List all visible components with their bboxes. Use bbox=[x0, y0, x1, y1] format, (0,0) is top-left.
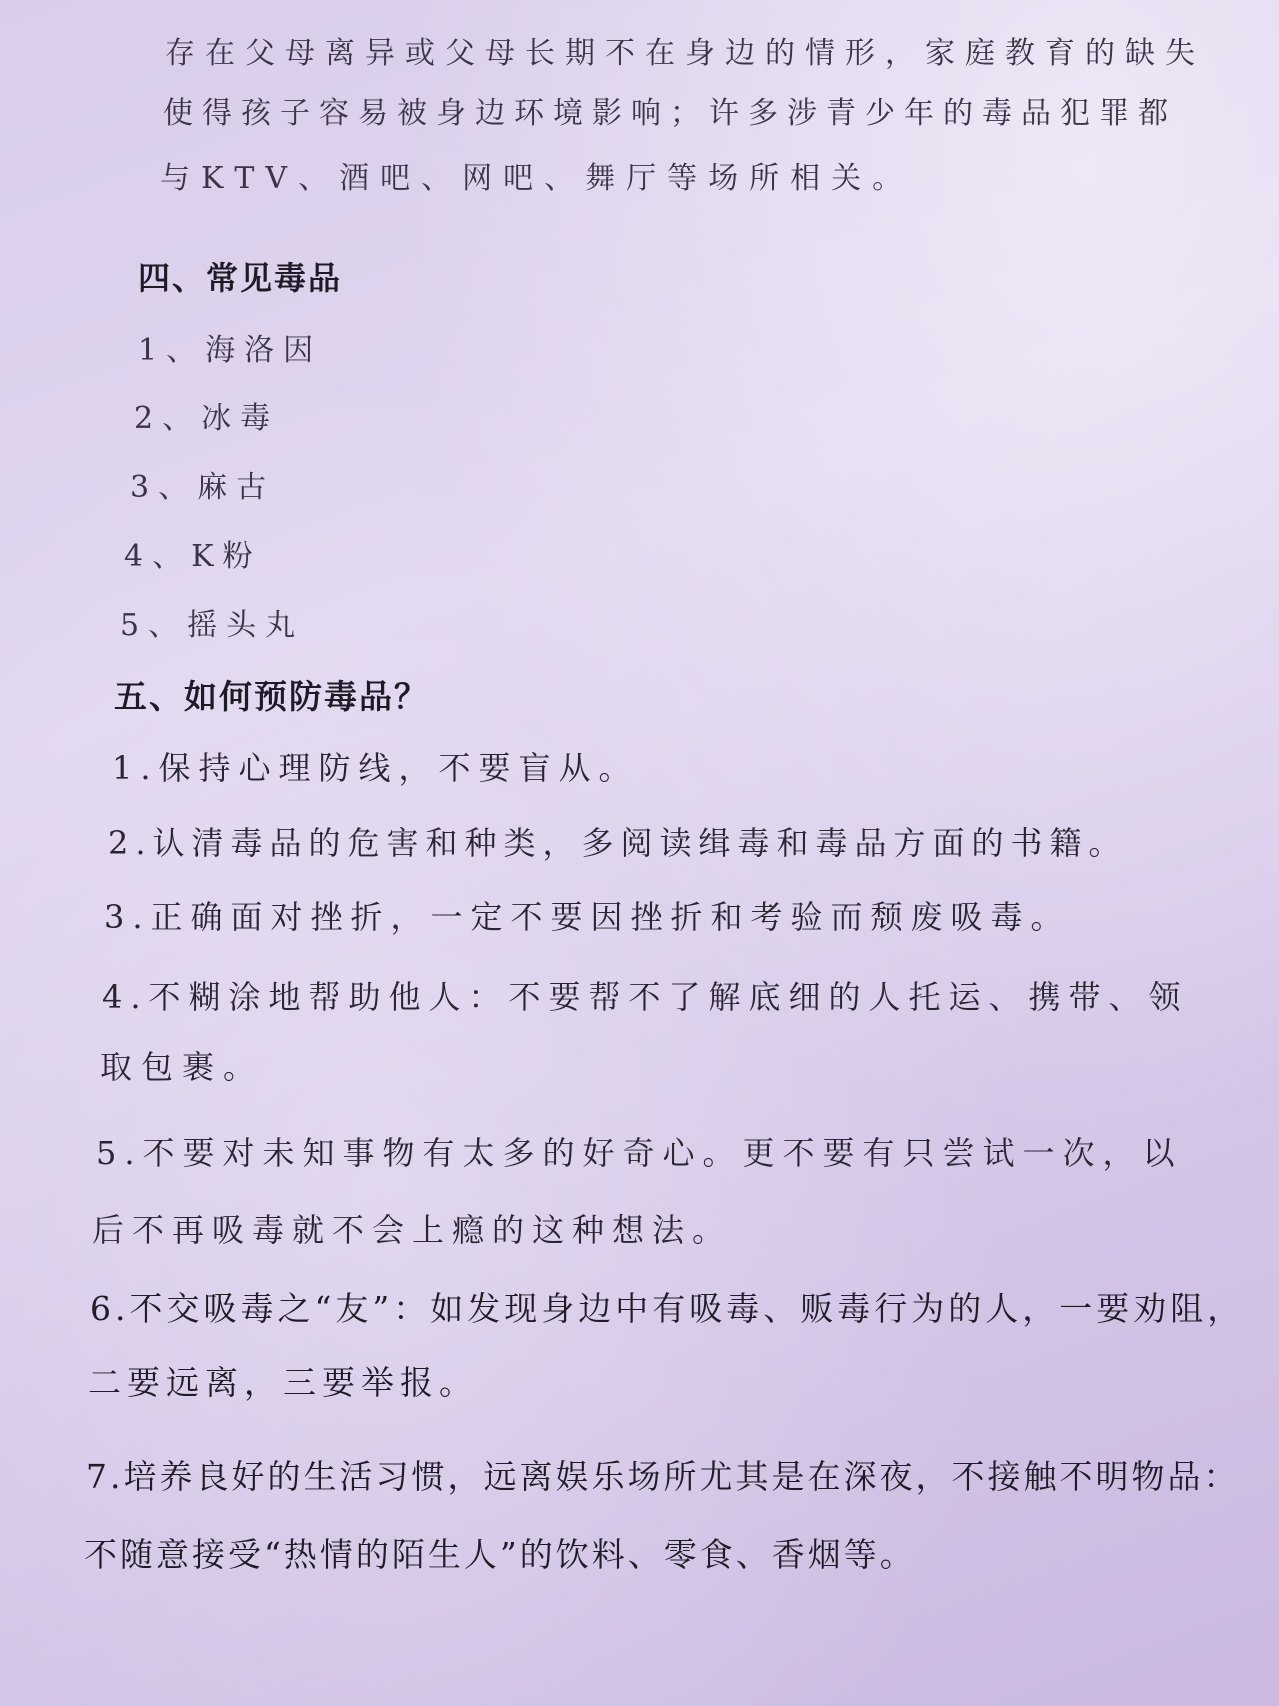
intro-line: 与KTV、酒吧、网吧、舞厅等场所相关。 bbox=[160, 161, 914, 196]
list-item: 4、K粉 bbox=[124, 539, 262, 574]
list-item-continued: 二要远离，三要举报。 bbox=[88, 1363, 478, 1402]
list-item: 3.正确面对挫折，一定不要因挫折和考验而颓废吸毒。 bbox=[104, 898, 1071, 936]
intro-line: 存在父母离异或父母长期不在身边的情形，家庭教育的缺失 bbox=[165, 36, 1205, 71]
section-heading-common-drugs: 四、常见毒品 bbox=[138, 259, 343, 297]
list-item: 5、摇头丸 bbox=[120, 608, 305, 643]
list-item: 1、海洛因 bbox=[138, 333, 323, 368]
list-item: 2.认清毒品的危害和种类，多阅读缉毒和毒品方面的书籍。 bbox=[108, 824, 1128, 862]
list-item: 3、麻古 bbox=[130, 470, 276, 505]
list-item-continued: 后不再吸毒就不会上瘾的这种想法。 bbox=[92, 1211, 733, 1249]
list-item: 7.培养良好的生活习惯，远离娱乐场所尤其是在深夜，不接触不明物品： bbox=[86, 1457, 1240, 1496]
list-item: 4.不糊涂地帮助他人：不要帮不了解底细的人托运、携带、领 bbox=[102, 978, 1189, 1016]
list-item: 6.不交吸毒之“友”：如发现身边中有吸毒、贩毒行为的人，一要劝阻， bbox=[90, 1289, 1245, 1328]
list-item: 1.保持心理防线，不要盲从。 bbox=[112, 749, 639, 787]
list-item: 5.不要对未知事物有太多的好奇心。更不要有只尝试一次，以 bbox=[96, 1134, 1183, 1172]
list-item-continued: 不随意接受“热情的陌生人”的饮料、零食、香烟等。 bbox=[84, 1535, 916, 1574]
section-heading-prevention: 五、如何预防毒品？ bbox=[114, 677, 429, 716]
list-item: 2、冰毒 bbox=[134, 401, 280, 436]
intro-line: 使得孩子容易被身边环境影响；许多涉青少年的毒品犯罪都 bbox=[163, 96, 1177, 131]
list-item-continued: 取包裹。 bbox=[100, 1048, 265, 1086]
